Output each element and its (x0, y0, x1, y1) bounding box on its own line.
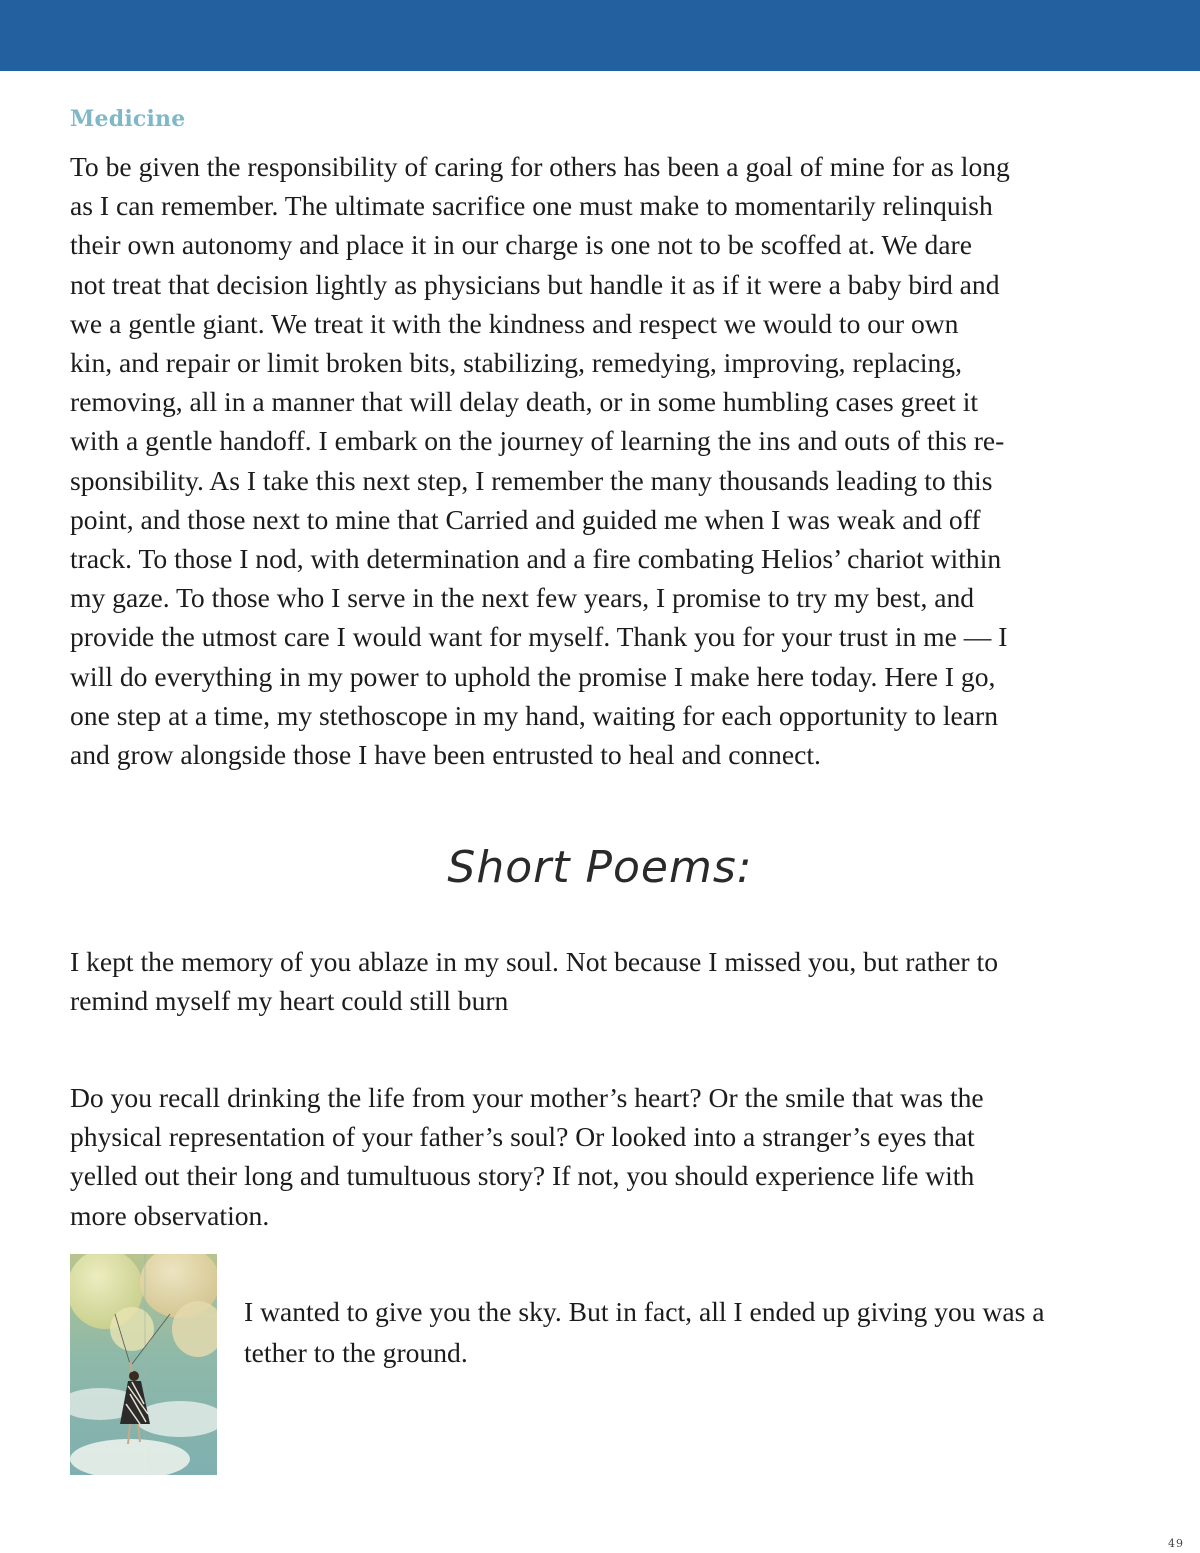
poem-line: remind myself my heart could still burn (70, 985, 509, 1017)
essay-line: sponsibility. As I take this next step, I remember the many thousands leading to this (70, 464, 993, 496)
poem-1 (70, 942, 1130, 1020)
poem-line: more observation. (70, 1199, 270, 1231)
essay-line: not treat that decision lightly as physicians but handle it as if it were a baby bird and (70, 268, 1000, 300)
essay-line: and grow alongside those I have been entrusted to heal and connect. (70, 739, 821, 771)
essay-line: their own autonomy and place it in our charge is one not to be scoffed at. We dare (70, 229, 972, 261)
woman-with-balloons-illustration (70, 1254, 217, 1475)
essay-line: To be given the responsibility of caring for others has been a goal of mine for as long (70, 151, 1010, 182)
poem-line: physical representation of your father’s soul? Or looked into a stranger’s eyes that (70, 1121, 975, 1153)
poem-line: I kept the memory of you ablaze in my soul. Not because I missed you, but rather to (70, 946, 998, 977)
essay-line: kin, and repair or limit broken bits, stabilizing, remedying, improving, replacing, (70, 347, 963, 379)
essay-line: we a gentle giant. We treat it with the kindness and respect we would to our own (70, 307, 959, 339)
essay-line: provide the utmost care I would want for myself. Thank you for your trust in me — I (70, 621, 1008, 653)
poems-title: Short Poems: (447, 842, 753, 893)
section-heading: Medicine (70, 106, 186, 132)
poem-3 (244, 1291, 1144, 1373)
essay-line: track. To those I nod, with determination and a fire combating Helios’ chariot within (70, 543, 1002, 575)
essay-line: with a gentle handoff. I embark on the journey of learning the ins and outs of this re- (70, 425, 1005, 457)
essay-line: will do everything in my power to uphold the promise I make here today. Here I go, (70, 660, 996, 692)
essay-line: one step at a time, my stethoscope in my hand, waiting for each opportunity to learn (70, 699, 998, 731)
poem-line: yelled out their long and tumultuous story? If not, you should experience life with (70, 1160, 975, 1192)
poem-line: Do you recall drinking the life from your mother’s heart? Or the smile that was the (70, 1082, 984, 1113)
poem-2 (70, 1078, 1130, 1235)
essay-line: my gaze. To those who I serve in the next few years, I promise to try my best, and (70, 582, 975, 614)
essay-line: removing, all in a manner that will delay death, or in some humbling cases greet it (70, 386, 979, 418)
essay-line: point, and those next to mine that Carried and guided me when I was weak and off (70, 503, 981, 535)
poem-line: I wanted to give you the sky. But in fact, all I ended up giving you was a (244, 1296, 1045, 1327)
poem-line: tether to the ground. (244, 1337, 468, 1368)
top-header-band (0, 0, 1200, 71)
essay-paragraph (70, 147, 1130, 774)
essay-line: as I can remember. The ultimate sacrifice one must make to momentarily relinquish (70, 190, 993, 222)
page-number: 49 (1168, 1537, 1184, 1550)
